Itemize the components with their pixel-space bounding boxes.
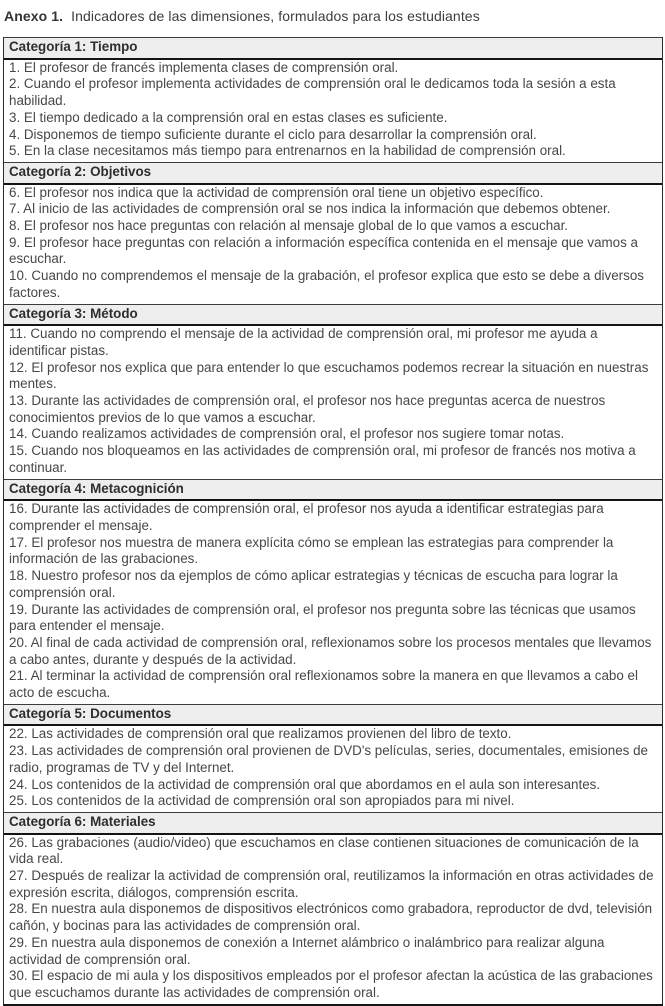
category-header: Categoría 1: Tiempo xyxy=(4,37,662,60)
indicator-item: 21. Al terminar la actividad de comprensión oral reflexionamos sobre la manera en que llevamos a cabo el acto de escucha. xyxy=(9,668,638,701)
indicator-item: 15. Cuando nos bloqueamos en las actividades de comprensión oral, mi profesor de francés nos motiva a continuar. xyxy=(9,443,636,475)
annex-title-text: Indicadores de las dimensiones, formulados para los estudiantes xyxy=(71,8,480,24)
indicator-item: 4. Disponemos de tiempo suficiente durante el ciclo para desarrollar la comprensión oral. xyxy=(9,126,537,142)
indicator-item: 27. Después de realizar la actividad de comprensión oral, reutilizamos la información en otras actividades de expresión escrita, diálogos, comprensión escrita. xyxy=(9,868,654,900)
indicator-item: 11. Cuando no comprendo el mensaje de la actividad de comprensión oral, mi profesor me ayuda a identificar pistas. xyxy=(9,326,598,358)
category-section xyxy=(4,479,662,704)
category-section xyxy=(4,37,662,162)
category-header: Categoría 2: Objetivos xyxy=(4,162,662,185)
category-section xyxy=(4,812,662,1004)
indicator-item: 24. Los contenidos de la actividad de comprensión oral que abordamos en el aula son interesantes. xyxy=(9,776,601,792)
indicator-item: 14. Cuando realizamos actividades de comprensión oral, el profesor nos sugiere tomar notas. xyxy=(9,426,565,442)
indicator-item: 18. Nuestro profesor nos da ejemplos de cómo aplicar estrategias y técnicas de escucha para lograr la comprensión oral. xyxy=(9,568,618,600)
indicator-item: 19. Durante las actividades de comprensión oral, el profesor nos pregunta sobre las técnicas que usamos para entender el mensaje. xyxy=(9,601,636,634)
indicator-item: 17. El profesor nos muestra de manera explícita cómo se emplean las estrategias para comprender la información de las grabaciones. xyxy=(9,534,614,567)
indicator-item: 2. Cuando el profesor implementa actividades de comprensión oral le dedicamos toda la sesión a esta habilidad. xyxy=(9,76,616,109)
indicator-item: 23. Las actividades de comprensión oral provienen de DVD's películas, series, documentales, emisiones de radio, programas de TV y del Internet. xyxy=(9,743,648,775)
indicator-item: 22. Las actividades de comprensión oral que realizamos provienen del libro de texto. xyxy=(9,726,512,742)
indicator-item: 13. Durante las actividades de comprensión oral, el profesor nos hace preguntas acerca de nuestros conocimientos previos de lo que vamos a escuchar. xyxy=(9,393,606,425)
annex-label: Anexo 1. xyxy=(4,8,64,24)
indicator-item: 6. El profesor nos indica que la actividad de comprensión oral tiene un objetivo específico. xyxy=(9,184,544,200)
category-section xyxy=(4,704,662,812)
indicator-item: 9. El profesor hace preguntas con relación a información específica contenida en el mensaje que vamos a escuchar. xyxy=(9,234,638,267)
category-section xyxy=(4,304,662,479)
indicator-item: 5. En la clase necesitamos más tiempo para entrenarnos en la habilidad de comprensión oral. xyxy=(9,143,566,159)
indicator-item: 30. El espacio de mi aula y los dispositivos empleados por el profesor afectan la acústica de las grabaciones que escuchamos durante las actividades de comprensión oral. xyxy=(9,968,653,1000)
category-header: Categoría 5: Documentos xyxy=(4,704,662,727)
indicator-item: 26. Las grabaciones (audio/video) que escuchamos en clase contienen situaciones de comunicación de la vida real. xyxy=(9,834,639,867)
category-header: Categoría 4: Metacognición xyxy=(4,479,662,502)
indicators-table xyxy=(3,37,663,1006)
indicator-item: 28. En nuestra aula disponemos de dispositivos electrónicos como grabadora, reproductor de dvd, televisión cañón, y bocinas para las actividades de comprensión oral. xyxy=(9,901,653,934)
indicator-item: 29. En nuestra aula disponemos de conexión a Internet alámbrico o inalámbrico para realizar alguna actividad de comprensión oral. xyxy=(9,934,605,967)
category-header: Categoría 6: Materiales xyxy=(4,812,662,835)
indicator-item: 16. Durante las actividades de comprensión oral, el profesor nos ayuda a identificar estrategias para comprender el mensaje. xyxy=(9,501,604,533)
indicator-item: 25. Los contenidos de la actividad de comprensión oral son apropiados para mi nivel. xyxy=(9,793,515,809)
category-header: Categoría 3: Método xyxy=(4,304,662,327)
indicator-item: 7. Al inicio de las actividades de comprensión oral se nos indica la información que debemos obtener. xyxy=(9,201,611,217)
indicator-item: 8. El profesor nos hace preguntas con relación al mensaje global de lo que vamos a escuchar. xyxy=(9,218,569,234)
indicator-item: 1. El profesor de francés implementa clases de comprensión oral. xyxy=(9,59,399,75)
indicator-item: 3. El tiempo dedicado a la comprensión oral en estas clases es suficiente. xyxy=(9,109,448,125)
indicator-item: 20. Al final de cada actividad de comprensión oral, reflexionamos sobre los procesos mentales que llevamos a cabo antes, durante y después de la actividad. xyxy=(9,634,652,667)
page-title xyxy=(4,8,663,24)
indicator-item: 12. El profesor nos explica que para entender lo que escuchamos podemos recrear la situación en nuestras mentes. xyxy=(9,359,649,392)
indicator-item: 10. Cuando no comprendemos el mensaje de la grabación, el profesor explica que esto se debe a diversos factores. xyxy=(9,268,644,300)
category-section xyxy=(4,162,662,304)
